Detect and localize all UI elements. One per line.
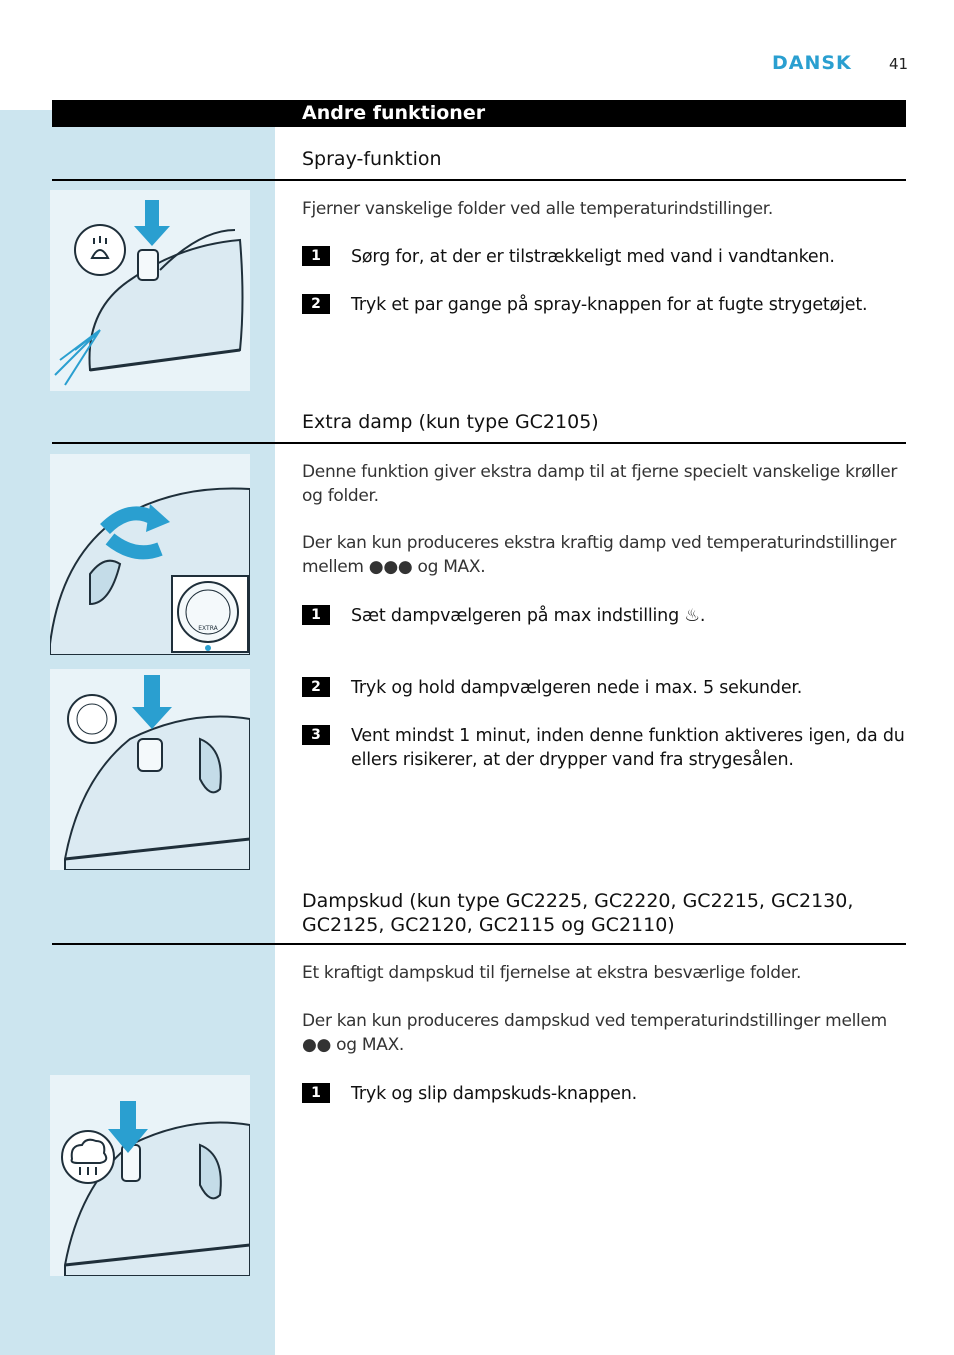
shot-heading: Dampskud (kun type GC2225, GC2220, GC2215, GC2130, GC2125, GC2120, GC2115 og GC2110) — [302, 890, 854, 936]
extra-step-2 — [302, 677, 908, 701]
press-arrow-icon — [132, 675, 172, 729]
step-text: Tryk et par gange på spray-knappen for at fugte strygetøjet. — [351, 295, 868, 315]
step-number: 2 — [302, 677, 330, 697]
step-number: 1 — [302, 246, 330, 266]
language-label: DANSK — [772, 52, 852, 74]
divider — [52, 179, 906, 181]
shot-illustration — [50, 1075, 250, 1276]
step-number: 2 — [302, 294, 330, 314]
extra-dial-illustration — [50, 454, 250, 655]
shot-step-1 — [302, 1083, 908, 1107]
step-text: Sæt dampvælgeren på max indstilling ♨. — [351, 606, 706, 626]
press-arrow-icon — [134, 200, 170, 246]
step-number: 1 — [302, 1083, 330, 1103]
step-number: 3 — [302, 725, 330, 745]
spray-illustration — [50, 190, 250, 391]
shot-para-2: Der kan kun produceres dampskud ved temperaturindstillinger mellem ●● og MAX. — [302, 1011, 887, 1055]
step-text: Sørg for, at der er tilstrækkeligt med vand i vandtanken. — [351, 247, 835, 267]
step-text: Tryk og hold dampvælgeren nede i max. 5 sekunder. — [351, 678, 803, 698]
section-title: Andre funktioner — [302, 102, 486, 124]
divider — [52, 943, 906, 945]
steam-dial-icon — [68, 695, 116, 743]
page-number: 41 — [889, 55, 909, 73]
extra-para-2: Der kan kun produceres ekstra kraftig damp ved temperaturindstillinger mellem ●●● og MAX. — [302, 533, 897, 577]
steam-shot-icon — [62, 1131, 114, 1183]
spray-step-1 — [302, 246, 908, 270]
divider — [52, 442, 906, 444]
extra-press-illustration — [50, 669, 250, 870]
spray-step-2 — [302, 294, 908, 318]
spray-heading: Spray-funktion — [302, 148, 442, 170]
step-number: 1 — [302, 605, 330, 625]
spray-icon — [75, 225, 125, 275]
extra-para-1: Denne funktion giver ekstra damp til at fjerne specielt vanskelige krøller og folder. — [302, 462, 898, 506]
extra-step-1 — [302, 605, 908, 629]
extra-step-3 — [302, 725, 908, 770]
extra-heading: Extra damp (kun type GC2105) — [302, 411, 599, 433]
step-text: Vent mindst 1 minut, inden denne funktion aktiveres igen, da du ellers risikerer, at der drypper vand fra strygesålen. — [351, 726, 905, 770]
step-text: Tryk og slip dampskuds-knappen. — [351, 1084, 637, 1104]
spray-intro: Fjerner vanskelige folder ved alle temperaturindstillinger. — [302, 199, 774, 219]
dial-label: EXTRA — [198, 625, 218, 632]
shot-para-1: Et kraftigt dampskud til fjernelse at ekstra besværlige folder. — [302, 963, 802, 983]
